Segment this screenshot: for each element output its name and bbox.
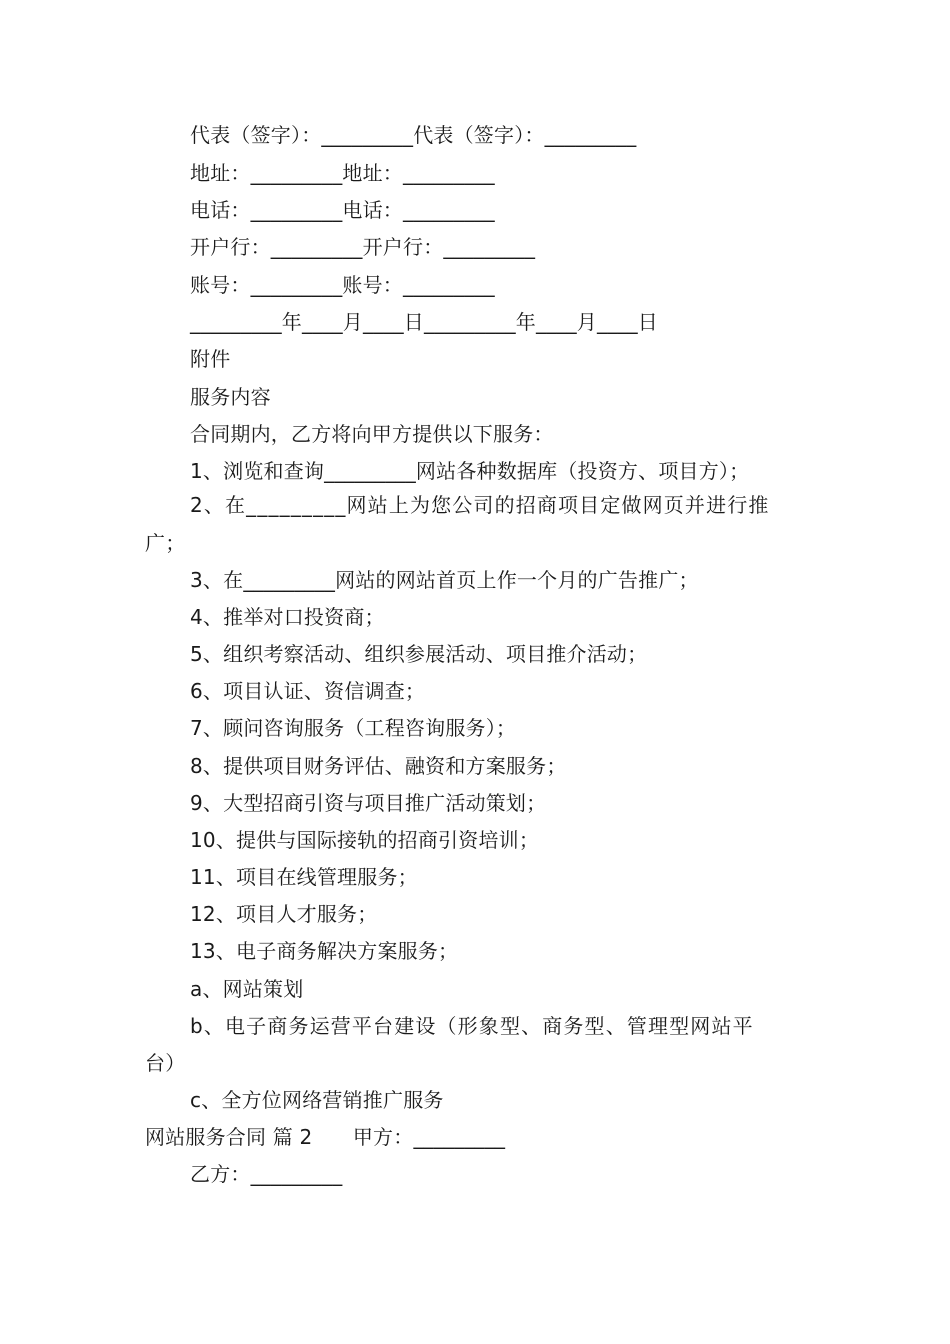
list-item: 12、项目人才服务；: [190, 902, 378, 926]
party-b-line: 乙方：_________: [190, 1162, 343, 1186]
address-line: 地址：_________地址：_________: [190, 161, 495, 185]
list-item: 5、组织考察活动、组织参展活动、项目推介活动；: [190, 642, 648, 666]
list-item: 11、项目在线管理服务；: [190, 865, 418, 889]
date-line: _________年____月____日_________年____月____日: [190, 310, 658, 334]
intro-paragraph: 合同期内，乙方将向甲方提供以下服务：: [190, 422, 554, 446]
list-item: 1、浏览和查询_________网站各种数据库（投资方、项目方）；: [190, 459, 750, 483]
sub-list-item: b、电子商务运营平台建设（形象型、商务型、管理型网站平: [190, 1014, 754, 1038]
account-line: 账号：_________账号：_________: [190, 273, 495, 297]
list-item: 6、项目认证、资信调查；: [190, 679, 426, 703]
list-item: 2、在_________网站上为您公司的招商项目定做网页并进行推: [190, 493, 770, 517]
signature-line: 代表（签字）：_________代表（签字）：_________: [190, 123, 637, 147]
contract-title-party-a: 网站服务合同 篇 2 甲方：_________: [145, 1125, 506, 1149]
list-item: 4、推举对口投资商；: [190, 605, 385, 629]
list-item: 10、提供与国际接轨的招商引资培训；: [190, 828, 540, 852]
list-item: 3、在_________网站的网站首页上作一个月的广告推广；: [190, 568, 699, 592]
service-content-heading: 服务内容: [190, 385, 271, 409]
list-item: 8、提供项目财务评估、融资和方案服务；: [190, 754, 567, 778]
bank-line: 开户行：_________开户行：_________: [190, 235, 536, 259]
list-item-continuation: 广；: [145, 531, 186, 555]
list-item: 9、大型招商引资与项目推广活动策划；: [190, 791, 547, 815]
phone-line: 电话：_________电话：_________: [190, 198, 495, 222]
sub-list-item-continuation: 台）: [145, 1051, 186, 1075]
sub-list-item: c、全方位网络营销推广服务: [190, 1088, 444, 1112]
appendix-heading: 附件: [190, 347, 231, 371]
list-item: 13、电子商务解决方案服务；: [190, 939, 459, 963]
list-item: 7、顾问咨询服务（工程咨询服务）；: [190, 716, 517, 740]
sub-list-item: a、网站策划: [190, 977, 304, 1001]
